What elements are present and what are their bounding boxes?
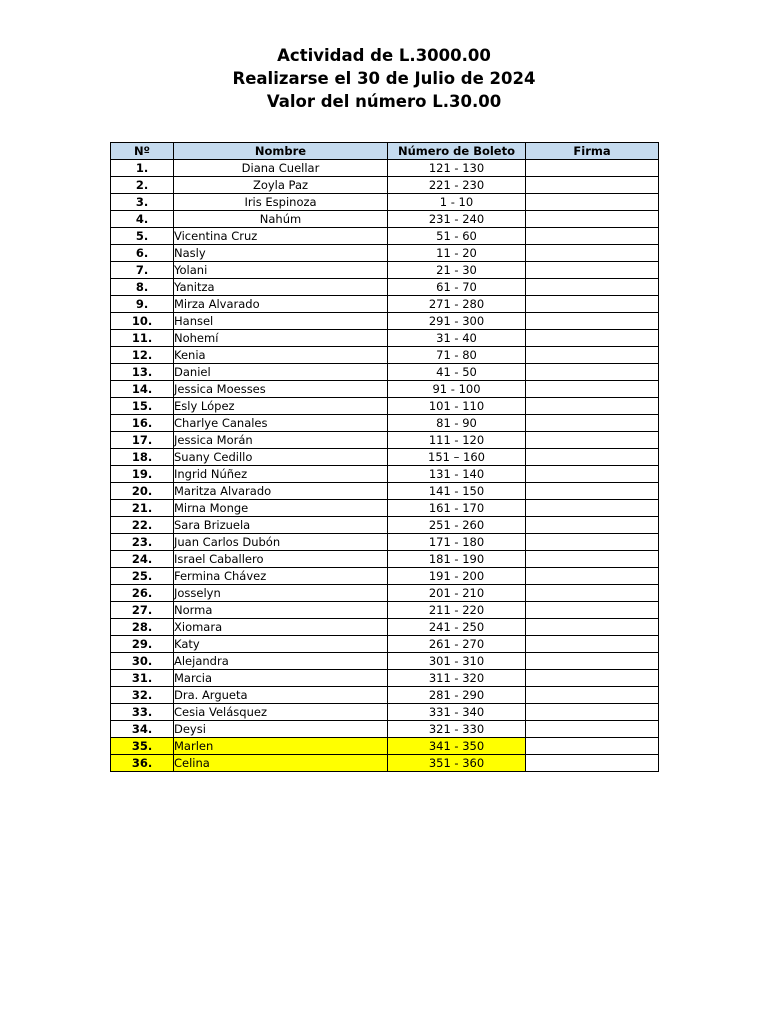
- row-number: 20.: [111, 483, 174, 500]
- table-row: [111, 279, 659, 296]
- row-number: 1.: [111, 160, 174, 177]
- row-ticket-range: 181 - 190: [388, 551, 526, 568]
- row-ticket-range: 341 - 350: [388, 738, 526, 755]
- row-signature: [526, 636, 659, 653]
- row-name: Charlye Canales: [174, 415, 388, 432]
- table-row: [111, 245, 659, 262]
- row-signature: [526, 432, 659, 449]
- row-signature: [526, 211, 659, 228]
- row-ticket-range: 301 - 310: [388, 653, 526, 670]
- row-ticket-range: 11 - 20: [388, 245, 526, 262]
- row-number: 30.: [111, 653, 174, 670]
- row-signature: [526, 551, 659, 568]
- table-row: [111, 755, 659, 772]
- row-name: Marcia: [174, 670, 388, 687]
- row-ticket-range: 281 - 290: [388, 687, 526, 704]
- header-number: Nº: [111, 143, 174, 160]
- row-signature: [526, 296, 659, 313]
- row-number: 33.: [111, 704, 174, 721]
- row-name: Ingrid Núñez: [174, 466, 388, 483]
- row-name: Norma: [174, 602, 388, 619]
- row-signature: [526, 347, 659, 364]
- header-name: Nombre: [174, 143, 388, 160]
- row-name: Nohemí: [174, 330, 388, 347]
- row-name: Mirza Alvarado: [174, 296, 388, 313]
- row-name: Cesia Velásquez: [174, 704, 388, 721]
- row-signature: [526, 568, 659, 585]
- row-number: 2.: [111, 177, 174, 194]
- row-name: Sara Brizuela: [174, 517, 388, 534]
- row-ticket-range: 1 - 10: [388, 194, 526, 211]
- row-signature: [526, 279, 659, 296]
- table-row: [111, 364, 659, 381]
- table-row: [111, 160, 659, 177]
- table-row: [111, 602, 659, 619]
- row-ticket-range: 21 - 30: [388, 262, 526, 279]
- row-number: 15.: [111, 398, 174, 415]
- table-row: [111, 177, 659, 194]
- row-ticket-range: 131 - 140: [388, 466, 526, 483]
- row-signature: [526, 704, 659, 721]
- row-signature: [526, 602, 659, 619]
- table-row: [111, 670, 659, 687]
- table-row: [111, 466, 659, 483]
- row-number: 16.: [111, 415, 174, 432]
- row-signature: [526, 500, 659, 517]
- row-name: Dra. Argueta: [174, 687, 388, 704]
- row-signature: [526, 619, 659, 636]
- row-name: Maritza Alvarado: [174, 483, 388, 500]
- row-ticket-range: 51 - 60: [388, 228, 526, 245]
- row-number: 27.: [111, 602, 174, 619]
- row-name: Iris Espinoza: [174, 194, 388, 211]
- row-number: 8.: [111, 279, 174, 296]
- row-ticket-range: 171 - 180: [388, 534, 526, 551]
- table-row: [111, 347, 659, 364]
- row-ticket-range: 261 - 270: [388, 636, 526, 653]
- row-ticket-range: 241 - 250: [388, 619, 526, 636]
- row-signature: [526, 466, 659, 483]
- table-row: [111, 636, 659, 653]
- row-ticket-range: 91 - 100: [388, 381, 526, 398]
- row-number: 9.: [111, 296, 174, 313]
- row-name: Daniel: [174, 364, 388, 381]
- table-row: [111, 500, 659, 517]
- table-row: [111, 211, 659, 228]
- row-signature: [526, 653, 659, 670]
- row-signature: [526, 330, 659, 347]
- row-ticket-range: 31 - 40: [388, 330, 526, 347]
- table-row: [111, 381, 659, 398]
- row-number: 25.: [111, 568, 174, 585]
- row-signature: [526, 245, 659, 262]
- table-row: [111, 585, 659, 602]
- table-row: [111, 432, 659, 449]
- table-row: [111, 228, 659, 245]
- row-ticket-range: 271 - 280: [388, 296, 526, 313]
- row-name: Marlen: [174, 738, 388, 755]
- row-ticket-range: 311 - 320: [388, 670, 526, 687]
- row-number: 18.: [111, 449, 174, 466]
- row-number: 6.: [111, 245, 174, 262]
- row-name: Yolani: [174, 262, 388, 279]
- title-line-1: Actividad de L.3000.00: [277, 46, 491, 65]
- row-name: Mirna Monge: [174, 500, 388, 517]
- title-line-3: Valor del número L.30.00: [266, 92, 502, 111]
- table-row: [111, 262, 659, 279]
- table-row: [111, 721, 659, 738]
- row-ticket-range: 221 - 230: [388, 177, 526, 194]
- table-row: [111, 194, 659, 211]
- row-number: 11.: [111, 330, 174, 347]
- row-signature: [526, 449, 659, 466]
- row-number: 32.: [111, 687, 174, 704]
- row-name: Celina: [174, 755, 388, 772]
- row-name: Deysi: [174, 721, 388, 738]
- ticket-table: [110, 142, 659, 772]
- row-number: 5.: [111, 228, 174, 245]
- row-signature: [526, 721, 659, 738]
- table-row: [111, 517, 659, 534]
- row-name: Jessica Morán: [174, 432, 388, 449]
- row-number: 31.: [111, 670, 174, 687]
- row-ticket-range: 101 - 110: [388, 398, 526, 415]
- table-row: [111, 534, 659, 551]
- row-signature: [526, 415, 659, 432]
- row-ticket-range: 331 - 340: [388, 704, 526, 721]
- row-signature: [526, 313, 659, 330]
- row-name: Alejandra: [174, 653, 388, 670]
- title-line-2: Realizarse el 30 de Julio de 2024: [232, 69, 536, 88]
- row-number: 36.: [111, 755, 174, 772]
- table-row: [111, 687, 659, 704]
- table-row: [111, 296, 659, 313]
- table-row: [111, 551, 659, 568]
- row-number: 13.: [111, 364, 174, 381]
- table-row: [111, 738, 659, 755]
- row-signature: [526, 755, 659, 772]
- row-signature: [526, 177, 659, 194]
- row-ticket-range: 321 - 330: [388, 721, 526, 738]
- header-signature: Firma: [526, 143, 659, 160]
- row-signature: [526, 398, 659, 415]
- row-number: 22.: [111, 517, 174, 534]
- row-number: 17.: [111, 432, 174, 449]
- row-number: 10.: [111, 313, 174, 330]
- row-ticket-range: 61 - 70: [388, 279, 526, 296]
- row-name: Xiomara: [174, 619, 388, 636]
- row-ticket-range: 121 - 130: [388, 160, 526, 177]
- row-signature: [526, 483, 659, 500]
- row-ticket-range: 111 - 120: [388, 432, 526, 449]
- row-number: 24.: [111, 551, 174, 568]
- row-signature: [526, 194, 659, 211]
- row-ticket-range: 291 - 300: [388, 313, 526, 330]
- document-title: [0, 44, 768, 113]
- row-name: Suany Cedillo: [174, 449, 388, 466]
- row-ticket-range: 71 - 80: [388, 347, 526, 364]
- table-row: [111, 415, 659, 432]
- row-ticket-range: 81 - 90: [388, 415, 526, 432]
- row-name: Yanitza: [174, 279, 388, 296]
- row-name: Fermina Chávez: [174, 568, 388, 585]
- row-number: 34.: [111, 721, 174, 738]
- table-row: [111, 313, 659, 330]
- row-number: 7.: [111, 262, 174, 279]
- row-number: 14.: [111, 381, 174, 398]
- table-row: [111, 398, 659, 415]
- row-number: 26.: [111, 585, 174, 602]
- table-row: [111, 568, 659, 585]
- row-number: 23.: [111, 534, 174, 551]
- table-body: [111, 160, 659, 772]
- row-ticket-range: 151 – 160: [388, 449, 526, 466]
- row-signature: [526, 364, 659, 381]
- row-signature: [526, 517, 659, 534]
- row-number: 4.: [111, 211, 174, 228]
- row-number: 28.: [111, 619, 174, 636]
- row-signature: [526, 687, 659, 704]
- row-ticket-range: 161 - 170: [388, 500, 526, 517]
- row-name: Kenia: [174, 347, 388, 364]
- row-name: Juan Carlos Dubón: [174, 534, 388, 551]
- header-row: [111, 143, 659, 160]
- row-ticket-range: 251 - 260: [388, 517, 526, 534]
- row-name: Nahúm: [174, 211, 388, 228]
- row-ticket-range: 201 - 210: [388, 585, 526, 602]
- row-number: 35.: [111, 738, 174, 755]
- row-number: 3.: [111, 194, 174, 211]
- row-name: Vicentina Cruz: [174, 228, 388, 245]
- row-signature: [526, 738, 659, 755]
- table-row: [111, 619, 659, 636]
- row-ticket-range: 141 - 150: [388, 483, 526, 500]
- row-signature: [526, 670, 659, 687]
- table-row: [111, 704, 659, 721]
- row-signature: [526, 228, 659, 245]
- row-signature: [526, 585, 659, 602]
- row-number: 21.: [111, 500, 174, 517]
- row-number: 12.: [111, 347, 174, 364]
- row-name: Josselyn: [174, 585, 388, 602]
- row-ticket-range: 41 - 50: [388, 364, 526, 381]
- row-ticket-range: 231 - 240: [388, 211, 526, 228]
- header-ticket: Número de Boleto: [388, 143, 526, 160]
- row-name: Esly López: [174, 398, 388, 415]
- row-name: Katy: [174, 636, 388, 653]
- row-signature: [526, 381, 659, 398]
- table-row: [111, 330, 659, 347]
- row-signature: [526, 160, 659, 177]
- row-ticket-range: 191 - 200: [388, 568, 526, 585]
- table-row: [111, 449, 659, 466]
- row-number: 19.: [111, 466, 174, 483]
- row-name: Zoyla Paz: [174, 177, 388, 194]
- row-ticket-range: 211 - 220: [388, 602, 526, 619]
- table-row: [111, 653, 659, 670]
- row-name: Israel Caballero: [174, 551, 388, 568]
- row-number: 29.: [111, 636, 174, 653]
- row-name: Nasly: [174, 245, 388, 262]
- table-row: [111, 483, 659, 500]
- row-name: Jessica Moesses: [174, 381, 388, 398]
- row-name: Hansel: [174, 313, 388, 330]
- row-signature: [526, 262, 659, 279]
- row-ticket-range: 351 - 360: [388, 755, 526, 772]
- row-signature: [526, 534, 659, 551]
- row-name: Diana Cuellar: [174, 160, 388, 177]
